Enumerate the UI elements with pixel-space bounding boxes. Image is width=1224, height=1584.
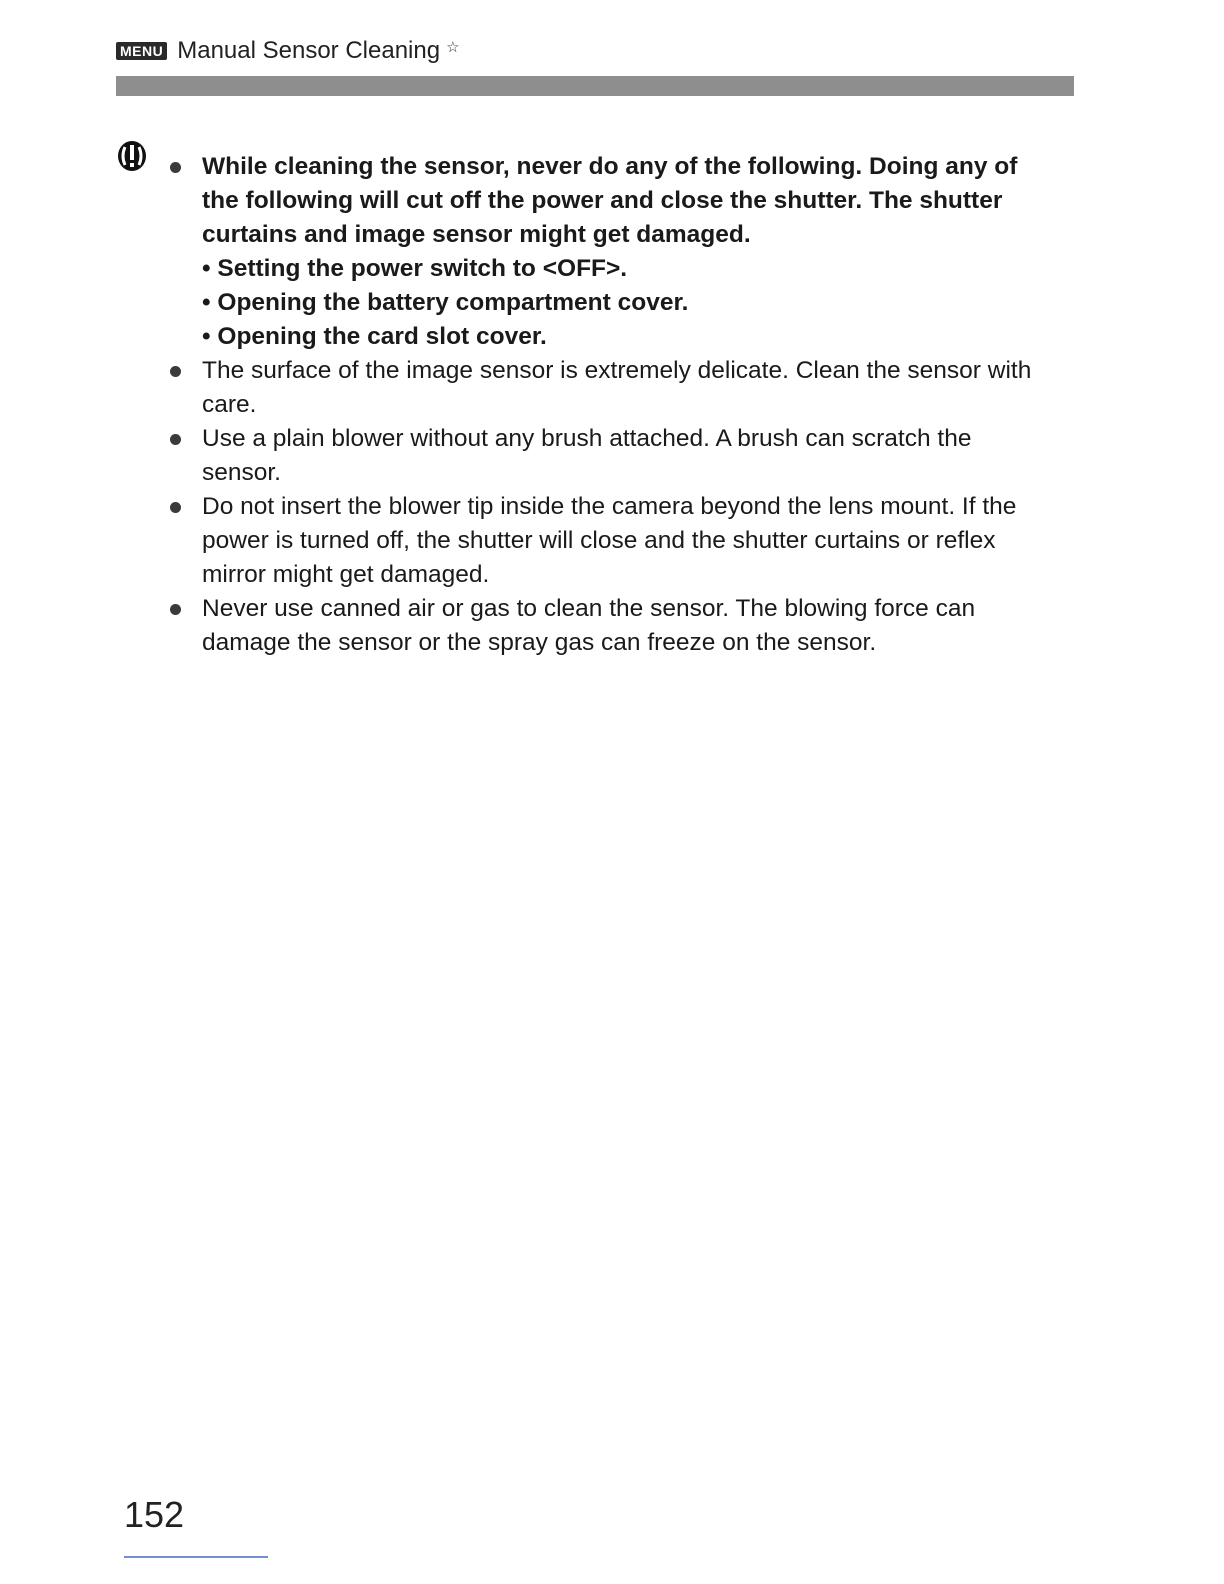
caution-icon [112,136,152,176]
caution-warning [166,150,1056,354]
page-header [116,34,460,68]
caution-intro-text: While cleaning the sensor, never do any of the following. Doing any of the following will cut off the power and close the shutter. The shutter curtains and image sensor might get damaged. [202,153,1018,248]
caution-item-power-switch: • Setting the power switch to <OFF>. [202,255,628,282]
page-number: 152 [124,1494,185,1535]
bullet-icon [170,366,181,377]
note-sensor-delicate [166,354,1056,422]
note-blower-tip [166,490,1056,592]
header-rule [116,76,1074,96]
menu-icon: MENU [116,42,167,60]
bullet-icon [170,434,181,445]
note-canned-air [166,592,1056,660]
section-title: Manual Sensor Cleaning [177,37,441,64]
note-text: Use a plain blower without any brush attached. A brush can scratch the sensor. [202,425,972,486]
footer-rule [124,1556,268,1558]
note-plain-blower [166,422,1056,490]
caution-notes [166,150,1056,660]
caution-item-card-slot: • Opening the card slot cover. [202,323,547,350]
caution-item-battery-cover: • Opening the battery compartment cover. [202,289,689,316]
star-icon: ☆ [446,39,460,56]
bullet-icon [170,604,181,615]
bullet-icon [170,162,181,173]
note-text: The surface of the image sensor is extremely delicate. Clean the sensor with care. [202,357,1032,418]
note-text: Do not insert the blower tip inside the camera beyond the lens mount. If the power is turned off, the shutter will close and the shutter curtains or reflex mirror might get damaged. [202,493,1017,588]
note-text: Never use canned air or gas to clean the sensor. The blowing force can damage the sensor or the spray gas can freeze on the sensor. [202,595,976,656]
bullet-icon [170,502,181,513]
